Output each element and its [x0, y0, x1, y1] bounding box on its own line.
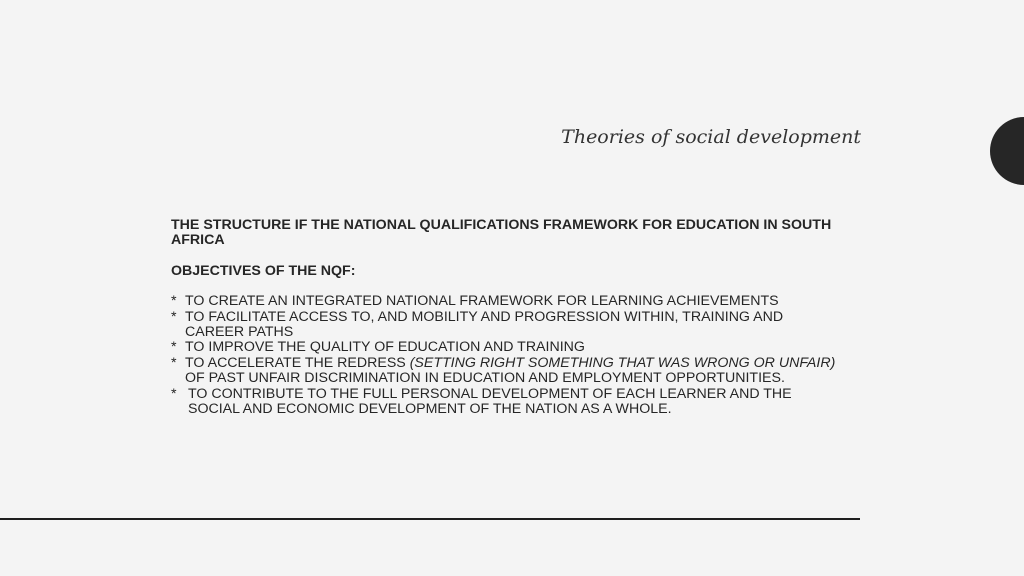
slide-subtitle: Theories of social development: [561, 126, 861, 148]
slide-content: [171, 218, 841, 417]
objective-item: [171, 387, 841, 418]
bullet-mark: *: [171, 354, 177, 371]
objective-text: TO IMPROVE THE QUALITY OF EDUCATION AND TRAINING: [185, 339, 585, 356]
objective-text: TO CONTRIBUTE TO THE FULL PERSONAL DEVELOPMENT OF EACH LEARNER AND THE SOCIAL AND ECONOMIC DEVELOPMENT OF THE NATION AS A WHOLE.: [188, 385, 792, 418]
objective-text-after: OF PAST UNFAIR DISCRIMINATION IN EDUCATION AND EMPLOYMENT OPPORTUNITIES.: [185, 370, 785, 387]
bullet-mark: *: [171, 339, 177, 356]
bullet-mark: *: [171, 308, 177, 325]
objective-item: [171, 294, 841, 309]
objective-text: [185, 356, 841, 387]
objective-item: [171, 340, 841, 355]
objectives-title: OBJECTIVES OF THE NQF:: [171, 262, 356, 279]
objective-text: TO FACILITATE ACCESS TO, AND MOBILITY AND PROGRESSION WITHIN, TRAINING AND CAREER PATHS: [185, 308, 784, 341]
bottom-rule: [0, 518, 860, 520]
bullet-mark: *: [171, 385, 177, 402]
spacer: [171, 249, 841, 264]
objective-text-italic: (SETTING RIGHT SOMETHING THAT WAS WRONG OR UNFAIR): [409, 354, 836, 371]
corner-circle-decoration: [990, 117, 1024, 185]
objectives-list: [171, 294, 841, 417]
objective-item: [171, 356, 841, 387]
slide-heading: THE STRUCTURE IF THE NATIONAL QUALIFICATIONS FRAMEWORK FOR EDUCATION IN SOUTH AFRICA: [171, 217, 832, 249]
spacer: [171, 279, 841, 294]
objective-text: TO CREATE AN INTEGRATED NATIONAL FRAMEWORK FOR LEARNING ACHIEVEMENTS: [185, 293, 779, 310]
objective-text-before: TO ACCELERATE THE REDRESS: [185, 354, 410, 371]
bullet-mark: *: [171, 293, 177, 310]
objective-item: [171, 310, 841, 341]
